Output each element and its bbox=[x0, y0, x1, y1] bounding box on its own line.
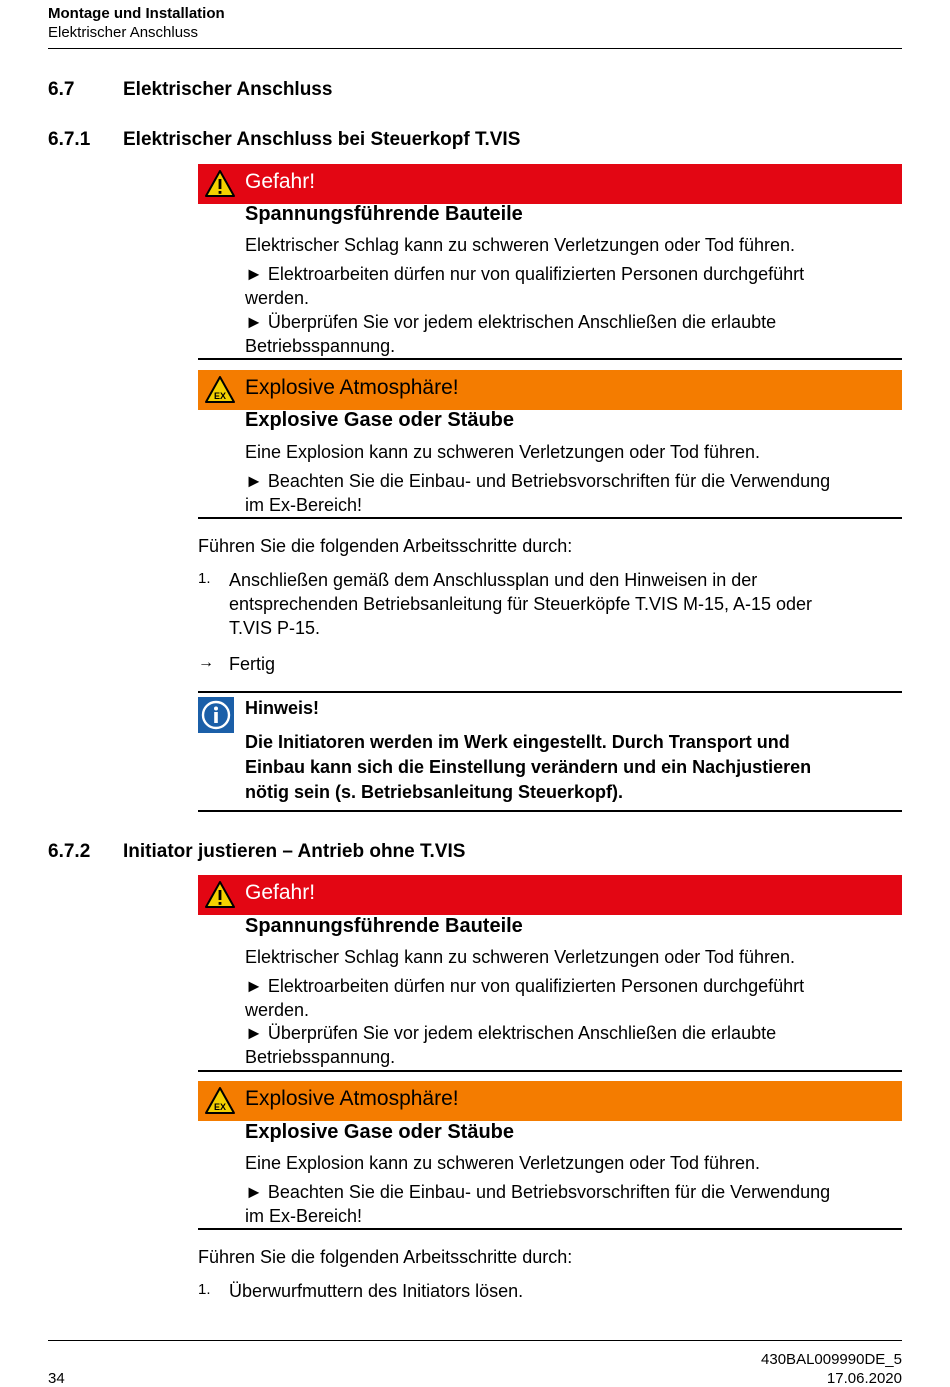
danger-banner bbox=[198, 164, 902, 204]
result-text: Fertig bbox=[229, 654, 276, 674]
subsection-number: 6.7.2 bbox=[48, 841, 91, 862]
ex-triangle-icon bbox=[204, 375, 236, 404]
explosion-bullet-line: ► Beachten Sie die Einbau- und Betriebsvorschriften für die Verwendung bbox=[245, 471, 831, 491]
danger-divider bbox=[198, 358, 902, 360]
explosion-bullet-line: im Ex-Bereich! bbox=[245, 495, 363, 515]
danger-divider bbox=[198, 1070, 902, 1072]
explosion-banner bbox=[198, 1081, 902, 1121]
explosion-divider bbox=[198, 517, 902, 519]
danger-bullet-line: ► Überprüfen Sie vor jedem elektrischen Anschließen die erlaubte bbox=[245, 312, 777, 332]
page-number: 34 bbox=[48, 1370, 65, 1387]
ex-triangle-icon bbox=[204, 1086, 236, 1115]
result-arrow: → bbox=[198, 654, 214, 671]
svg-text:EX: EX bbox=[213, 1102, 227, 1112]
section-number: 6.7 bbox=[48, 79, 75, 100]
notice-text-line: Die Initiatoren werden im Werk eingestellt. Durch Transport und bbox=[245, 732, 790, 752]
explosion-heading: Explosive Gase oder Stäube bbox=[245, 1121, 514, 1143]
step-number: 1. bbox=[198, 1281, 211, 1298]
explosion-banner bbox=[198, 370, 902, 410]
section-title: Elektrischer Anschluss bbox=[123, 79, 333, 100]
danger-bullet-line: werden. bbox=[245, 1000, 310, 1020]
explosion-heading: Explosive Gase oder Stäube bbox=[245, 409, 514, 431]
header-subtitle: Elektrischer Anschluss bbox=[48, 24, 199, 41]
warning-triangle-icon bbox=[204, 880, 236, 909]
document-id: 430BAL009990DE_5 bbox=[761, 1351, 902, 1368]
danger-bullet-line: Betriebsspannung. bbox=[245, 336, 396, 356]
explosion-text: Eine Explosion kann zu schweren Verletzungen oder Tod führen. bbox=[245, 442, 761, 462]
danger-bullet-line: ► Überprüfen Sie vor jedem elektrischen Anschließen die erlaubte bbox=[245, 1023, 777, 1043]
danger-bullet-line: Betriebsspannung. bbox=[245, 1047, 396, 1067]
danger-banner bbox=[198, 875, 902, 915]
subsection-title: Initiator justieren – Antrieb ohne T.VIS bbox=[123, 841, 466, 862]
subsection-title: Elektrischer Anschluss bei Steuerkopf T.VIS bbox=[123, 129, 521, 150]
danger-bullet-line: ► Elektroarbeiten dürfen nur von qualifizierten Personen durchgeführt bbox=[245, 264, 805, 284]
danger-label: Gefahr! bbox=[245, 881, 316, 904]
header-divider bbox=[48, 48, 902, 49]
notice-bottom-divider bbox=[198, 810, 902, 812]
explosion-text: Eine Explosion kann zu schweren Verletzungen oder Tod führen. bbox=[245, 1153, 761, 1173]
info-icon bbox=[198, 697, 234, 733]
footer-divider bbox=[48, 1340, 902, 1341]
danger-bullet-line: werden. bbox=[245, 288, 310, 308]
svg-text:EX: EX bbox=[213, 391, 227, 401]
danger-bullet-line: ► Elektroarbeiten dürfen nur von qualifizierten Personen durchgeführt bbox=[245, 976, 805, 996]
step-number: 1. bbox=[198, 570, 211, 587]
steps-intro: Führen Sie die folgenden Arbeitsschritte durch: bbox=[198, 1247, 573, 1267]
subsection-number: 6.7.1 bbox=[48, 129, 91, 150]
explosion-label: Explosive Atmosphäre! bbox=[245, 376, 459, 399]
header-title: Montage und Installation bbox=[48, 5, 225, 22]
notice-label: Hinweis! bbox=[245, 698, 320, 718]
steps-intro: Führen Sie die folgenden Arbeitsschritte durch: bbox=[198, 536, 573, 556]
explosion-label: Explosive Atmosphäre! bbox=[245, 1087, 459, 1110]
warning-triangle-icon bbox=[204, 169, 236, 198]
danger-heading: Spannungsführende Bauteile bbox=[245, 203, 523, 225]
step-text-line: entsprechenden Betriebsanleitung für Steuerköpfe T.VIS M-15, A-15 oder bbox=[229, 594, 813, 614]
explosion-bullet-line: ► Beachten Sie die Einbau- und Betriebsvorschriften für die Verwendung bbox=[245, 1182, 831, 1202]
notice-text-line: nötig sein (s. Betriebsanleitung Steuerkopf). bbox=[245, 782, 624, 802]
danger-text: Elektrischer Schlag kann zu schweren Verletzungen oder Tod führen. bbox=[245, 947, 795, 967]
document-date: 17.06.2020 bbox=[826, 1370, 902, 1387]
danger-label: Gefahr! bbox=[245, 170, 316, 193]
step-text-line: T.VIS P-15. bbox=[229, 618, 321, 638]
danger-heading: Spannungsführende Bauteile bbox=[245, 915, 523, 937]
step-text-line: Anschließen gemäß dem Anschlussplan und den Hinweisen in der bbox=[229, 570, 758, 590]
explosion-divider bbox=[198, 1228, 902, 1230]
notice-top-divider bbox=[198, 691, 902, 693]
danger-text: Elektrischer Schlag kann zu schweren Verletzungen oder Tod führen. bbox=[245, 235, 795, 255]
step-text: Überwurfmuttern des Initiators lösen. bbox=[229, 1281, 524, 1301]
notice-text-line: Einbau kann sich die Einstellung verändern und ein Nachjustieren bbox=[245, 757, 812, 777]
explosion-bullet-line: im Ex-Bereich! bbox=[245, 1206, 363, 1226]
